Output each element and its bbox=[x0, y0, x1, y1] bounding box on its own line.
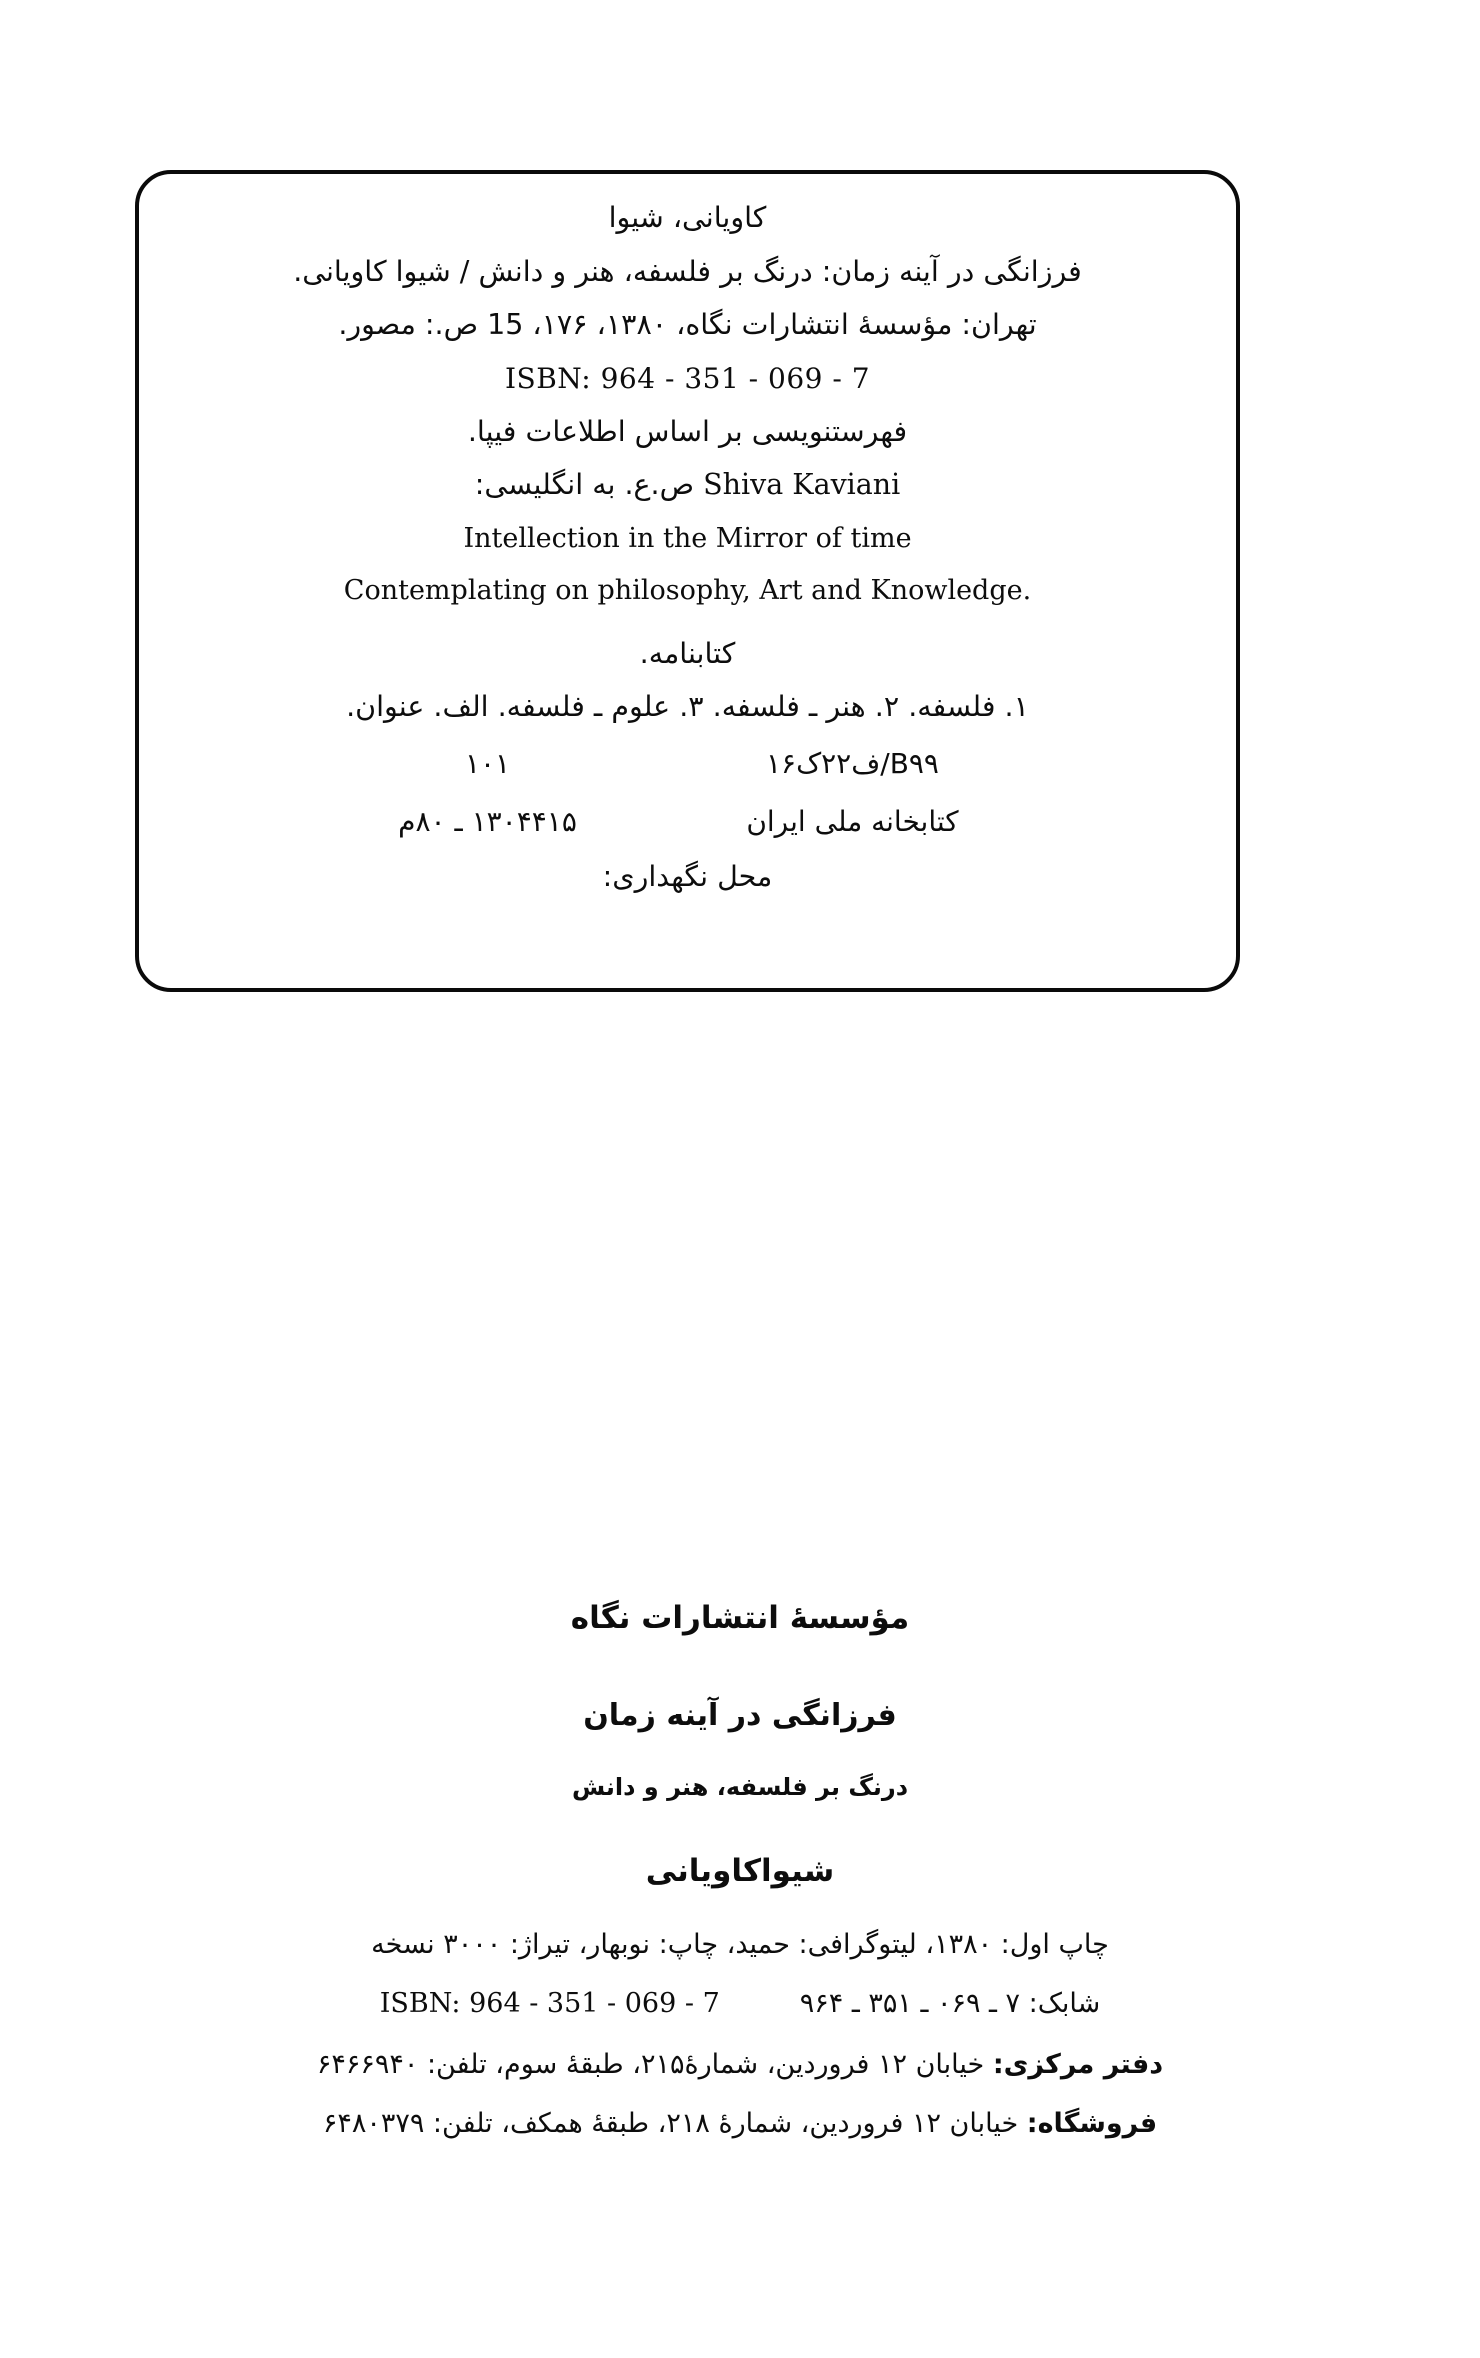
cip-call-number: B۹۹/ف۲۲ک۱۶ bbox=[766, 746, 939, 780]
print-info: چاپ اول: ۱۳۸۰، لیتوگرافی: حمید، چاپ: نوبهار، تیراژ: ۳۰۰۰ نسخه bbox=[371, 1929, 1109, 1960]
publisher-name: مؤسسهٔ انتشارات نگاه bbox=[570, 1600, 910, 1636]
cip-imprint: تهران: مؤسسهٔ انتشارات نگاه، ۱۳۸۰، ۱۷۶، 15 ص.: مصور. bbox=[338, 308, 1037, 341]
central-office-label: دفتر مرکزی: bbox=[992, 2049, 1164, 2080]
cip-call-number-row bbox=[179, 747, 1196, 780]
cip-shelf-label: محل نگهداری: bbox=[602, 859, 773, 893]
colophon-block bbox=[0, 1600, 1480, 2167]
cip-national-library-row bbox=[179, 805, 1196, 838]
cip-english-title-1: Intellection in the Mirror of time bbox=[463, 522, 912, 554]
cip-national-library-number: ۱۳۰۴۴۱۵ ـ ۸۰م bbox=[398, 804, 577, 838]
isbn-persian: شابک: ۷ ـ ۰۶۹ ـ ۳۵۱ ـ ۹۶۴ bbox=[799, 1988, 1101, 2019]
shop-text: خیابان ۱۲ فروردین، شمارهٔ ۲۱۸، طبقهٔ همکف، تلفن: ۶۴۸۰۳۷۹ bbox=[322, 2108, 1019, 2139]
cip-subjects: ۱. فلسفه. ۲. هنر ـ فلسفه. ۳. علوم ـ فلسفه. الف. عنوان. bbox=[346, 690, 1029, 723]
cip-english-title-label bbox=[179, 468, 1196, 501]
isbn-latin: ISBN: 964 - 351 - 069 - 7 bbox=[379, 1988, 720, 2019]
shop-label: فروشگاه: bbox=[1026, 2108, 1158, 2139]
cip-isbn: ISBN: 964 - 351 - 069 - 7 bbox=[504, 361, 871, 395]
cip-english-title-2: Contemplating on philosophy, Art and Knowledge. bbox=[343, 574, 1032, 606]
central-office-address bbox=[0, 2049, 1480, 2080]
shop-address bbox=[0, 2108, 1480, 2139]
cip-national-library-label: کتابخانه ملی ایران bbox=[746, 804, 959, 838]
cip-classification-number: ۱۰۱ bbox=[464, 746, 511, 780]
cip-english-label-text: ص.ع. به انگلیسی: bbox=[474, 468, 695, 501]
isbn-row bbox=[0, 1988, 1480, 2019]
book-subtitle: درنگ بر فلسفه، هنر و دانش bbox=[571, 1773, 909, 1801]
cip-title-statement: فرزانگی در آینه زمان: درنگ بر فلسفه، هنر و دانش / شیوا کاویانی. bbox=[293, 254, 1082, 288]
cip-bibliography: کتابنامه. bbox=[639, 636, 736, 670]
cip-english-name: Shiva Kaviani bbox=[703, 468, 901, 501]
central-office-text: خیابان ۱۲ فروردین، شمارهٔ۲۱۵، طبقهٔ سوم، تلفن: ۶۴۶۶۹۴۰ bbox=[316, 2049, 985, 2080]
book-title: فرزانگی در آینه زمان bbox=[583, 1698, 897, 1733]
cip-box bbox=[135, 170, 1240, 992]
cip-author-entry: کاویانی، شیوا bbox=[608, 201, 767, 234]
book-author: شیواکاویانی bbox=[645, 1853, 835, 1889]
cip-cataloging-note: فهرستنویسی بر اساس اطلاعات فیپا. bbox=[467, 414, 908, 448]
